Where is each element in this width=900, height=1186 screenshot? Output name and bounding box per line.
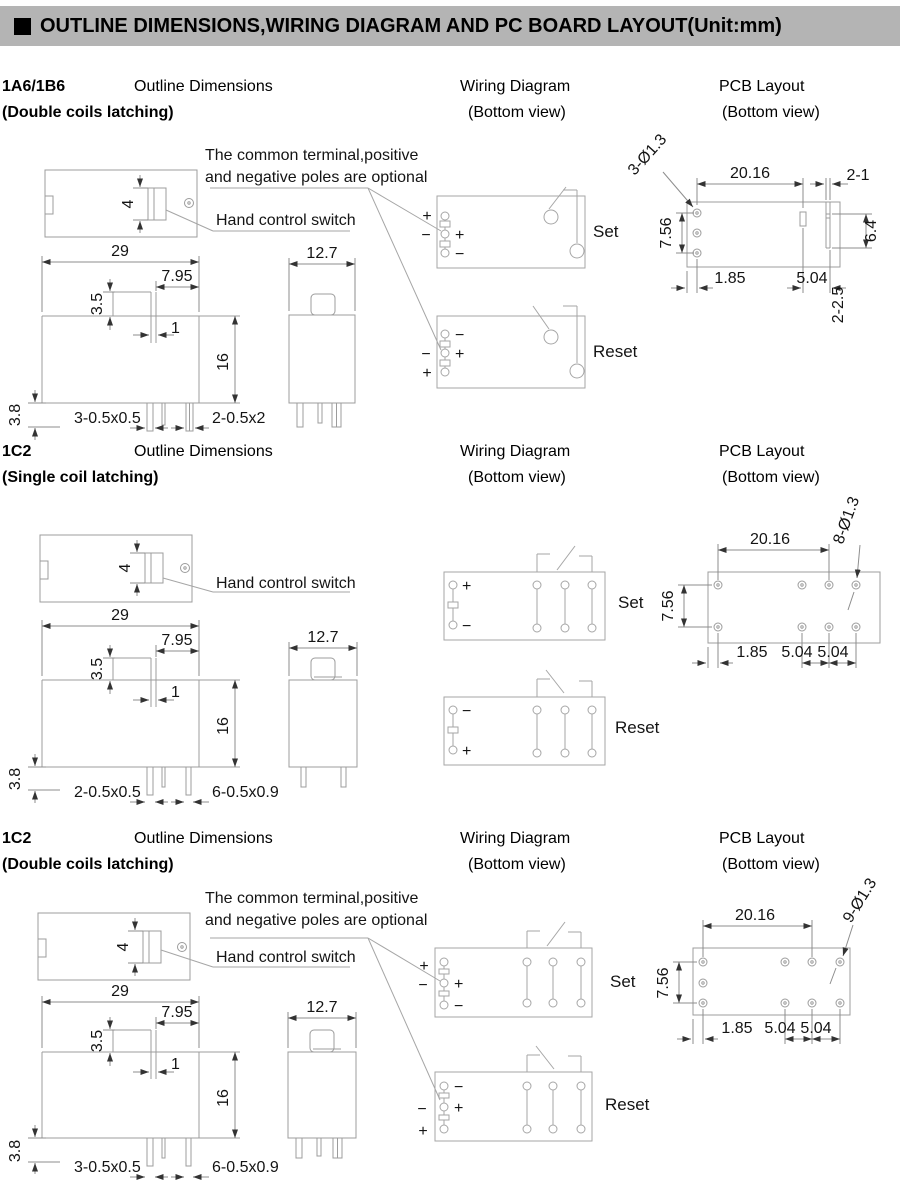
dim-depth: 12.7: [306, 245, 338, 262]
dim-pins-left: 3-0.5x0.5: [74, 410, 141, 427]
section3-wiring-header: Wiring Diagram: [460, 830, 571, 847]
dim-height: 16: [215, 717, 232, 735]
set-label: Set: [593, 222, 619, 241]
section2-pcb-layout: [660, 494, 880, 668]
polarity-minus: −: [417, 1101, 427, 1118]
dim-rows: 7.56: [655, 967, 672, 999]
section1-pcb-view: (Bottom view): [722, 104, 820, 121]
dim-standoff: 3.8: [7, 1139, 24, 1163]
dim-pins-right: 6-0.5x0.9: [212, 1159, 279, 1176]
section1-top-view: [45, 170, 197, 237]
dim-height: 16: [215, 1089, 232, 1107]
polarity-plus: +: [419, 958, 429, 975]
polarity-plus: +: [455, 346, 465, 363]
dim-switch-height: 4: [117, 563, 134, 573]
reset-label: Reset: [615, 718, 660, 737]
dim-rows: 7.56: [660, 590, 677, 622]
section1-side-view: [289, 245, 355, 427]
polarity-plus: +: [418, 1123, 428, 1140]
section2-model: 1C2: [2, 443, 32, 460]
section1-outline-header: Outline Dimensions: [134, 78, 273, 95]
dim-switch-height: 4: [115, 942, 132, 952]
section1-front-view: [7, 243, 265, 440]
polarity-minus: −: [455, 246, 465, 263]
polarity-minus: −: [455, 327, 465, 344]
dim-gap1: 5.04: [781, 644, 813, 661]
section2-top-view: [40, 535, 356, 602]
polarity-minus: −: [418, 977, 428, 994]
section3-top-view: [38, 913, 190, 980]
note-line2: and negative poles are optional: [205, 169, 428, 186]
section1-pcb-layout: [625, 131, 880, 323]
dim-slot-len: 6.4: [863, 219, 880, 243]
dim-rows: 7.56: [658, 217, 675, 249]
section1-wiring-view: (Bottom view): [468, 104, 566, 121]
dim-depth: 12.7: [307, 629, 339, 646]
dim-offset: 7.95: [161, 1004, 193, 1021]
dim-gap2: 5.04: [800, 1020, 832, 1037]
section1-wiring-reset: [421, 306, 637, 388]
dim-edge: 1.85: [714, 270, 746, 287]
section2-pcb-view: (Bottom view): [722, 469, 820, 486]
set-label: Set: [618, 593, 644, 612]
section2-variant: (Single coil latching): [2, 469, 159, 486]
dim-pins-right: 6-0.5x0.9: [212, 784, 279, 801]
dim-gap2: 5.04: [817, 644, 849, 661]
reset-label: Reset: [593, 342, 638, 361]
section3-variant: (Double coils latching): [2, 856, 174, 873]
section3-wiring-reset: [417, 1046, 649, 1141]
dim-pitch: 20.16: [729, 165, 771, 182]
dim-pins-left: 3-0.5x0.5: [74, 1159, 141, 1176]
set-label: Set: [610, 972, 636, 991]
polarity-plus: +: [462, 578, 472, 595]
polarity-minus: −: [462, 703, 472, 720]
dim-depth: 12.7: [306, 999, 338, 1016]
dim-slot: 1: [171, 1056, 180, 1073]
polarity-plus: +: [454, 1100, 464, 1117]
dim-standoff: 3.8: [7, 767, 24, 791]
note-line1: The common terminal,positive: [205, 890, 419, 907]
polarity-plus: +: [454, 976, 464, 993]
polarity-minus: −: [454, 998, 464, 1015]
dim-width: 29: [111, 243, 129, 260]
dim-offset: 7.95: [161, 268, 193, 285]
dim-slot: 1: [171, 684, 180, 701]
section3-front-view: [7, 983, 279, 1177]
dim-edge: 1.85: [721, 1020, 753, 1037]
section2-wiring-header: Wiring Diagram: [460, 443, 571, 460]
polarity-minus: −: [421, 346, 431, 363]
dim-gap: 5.04: [796, 270, 828, 287]
dim-offset: 7.95: [161, 632, 193, 649]
section2-wiring-set: [444, 546, 644, 640]
polarity-minus: −: [454, 1079, 464, 1096]
dim-height: 16: [215, 353, 232, 371]
dim-step: 3.5: [89, 657, 106, 681]
section3-pcb-layout: [655, 875, 880, 1044]
dim-top-slot: 2-1: [846, 167, 870, 184]
dim-step: 3.5: [89, 1029, 106, 1053]
dim-holes: 8-Ø1.3: [830, 494, 864, 547]
note-line1: The common terminal,positive: [205, 147, 419, 164]
section3-notes: [161, 890, 440, 1100]
polarity-plus: +: [422, 208, 432, 225]
dim-switch-height: 4: [120, 199, 137, 209]
hand-control-label: Hand control switch: [216, 212, 356, 229]
section1-wiring-set: [421, 187, 618, 268]
polarity-plus: +: [422, 365, 432, 382]
section1-model: 1A6/1B6: [2, 78, 66, 95]
section2-side-view: [289, 629, 357, 787]
dim-pins-left: 2-0.5x0.5: [74, 784, 141, 801]
section3-wiring-view: (Bottom view): [468, 856, 566, 873]
reset-label: Reset: [605, 1095, 650, 1114]
dim-width: 29: [111, 607, 129, 624]
dim-gap1: 5.04: [764, 1020, 796, 1037]
dim-pitch: 20.16: [749, 531, 791, 548]
section1-wiring-header: Wiring Diagram: [460, 78, 571, 95]
dim-standoff: 3.8: [7, 403, 24, 427]
dim-pitch: 20.16: [734, 907, 776, 924]
page-title: OUTLINE DIMENSIONS,WIRING DIAGRAM AND PC BOARD LAYOUT(Unit:mm): [40, 14, 782, 37]
polarity-minus: −: [421, 227, 431, 244]
section2-wiring-view: (Bottom view): [468, 469, 566, 486]
section2-outline-header: Outline Dimensions: [134, 443, 273, 460]
polarity-plus: +: [455, 227, 465, 244]
dim-pins-right: 2-0.5x2: [212, 410, 266, 427]
section2-pcb-header: PCB Layout: [719, 443, 805, 460]
section2-front-view: [7, 607, 279, 803]
dim-holes: 3-Ø1.3: [624, 131, 671, 179]
section2-wiring-reset: [444, 670, 660, 765]
section3-model: 1C2: [2, 830, 32, 847]
polarity-minus: −: [462, 618, 472, 635]
dim-edge: 1.85: [736, 644, 768, 661]
section3-pcb-view: (Bottom view): [722, 856, 820, 873]
section3-wiring-set: [418, 922, 635, 1017]
polarity-plus: +: [462, 743, 472, 760]
section3-side-view: [288, 999, 356, 1158]
section1-variant: (Double coils latching): [2, 104, 174, 121]
dim-side-slots: 2-2.5: [830, 286, 847, 324]
note-line2: and negative poles are optional: [205, 912, 428, 929]
section3-outline-header: Outline Dimensions: [134, 830, 273, 847]
section1-pcb-header: PCB Layout: [719, 78, 805, 95]
section3-pcb-header: PCB Layout: [719, 830, 805, 847]
dim-holes: 9-Ø1.3: [840, 875, 881, 926]
dim-width: 29: [111, 983, 129, 1000]
hand-control-label: Hand control switch: [216, 949, 356, 966]
section1-notes: [166, 147, 441, 350]
hand-control-label: Hand control switch: [216, 575, 356, 592]
dim-step: 3.5: [89, 292, 106, 316]
dim-slot: 1: [171, 320, 180, 337]
